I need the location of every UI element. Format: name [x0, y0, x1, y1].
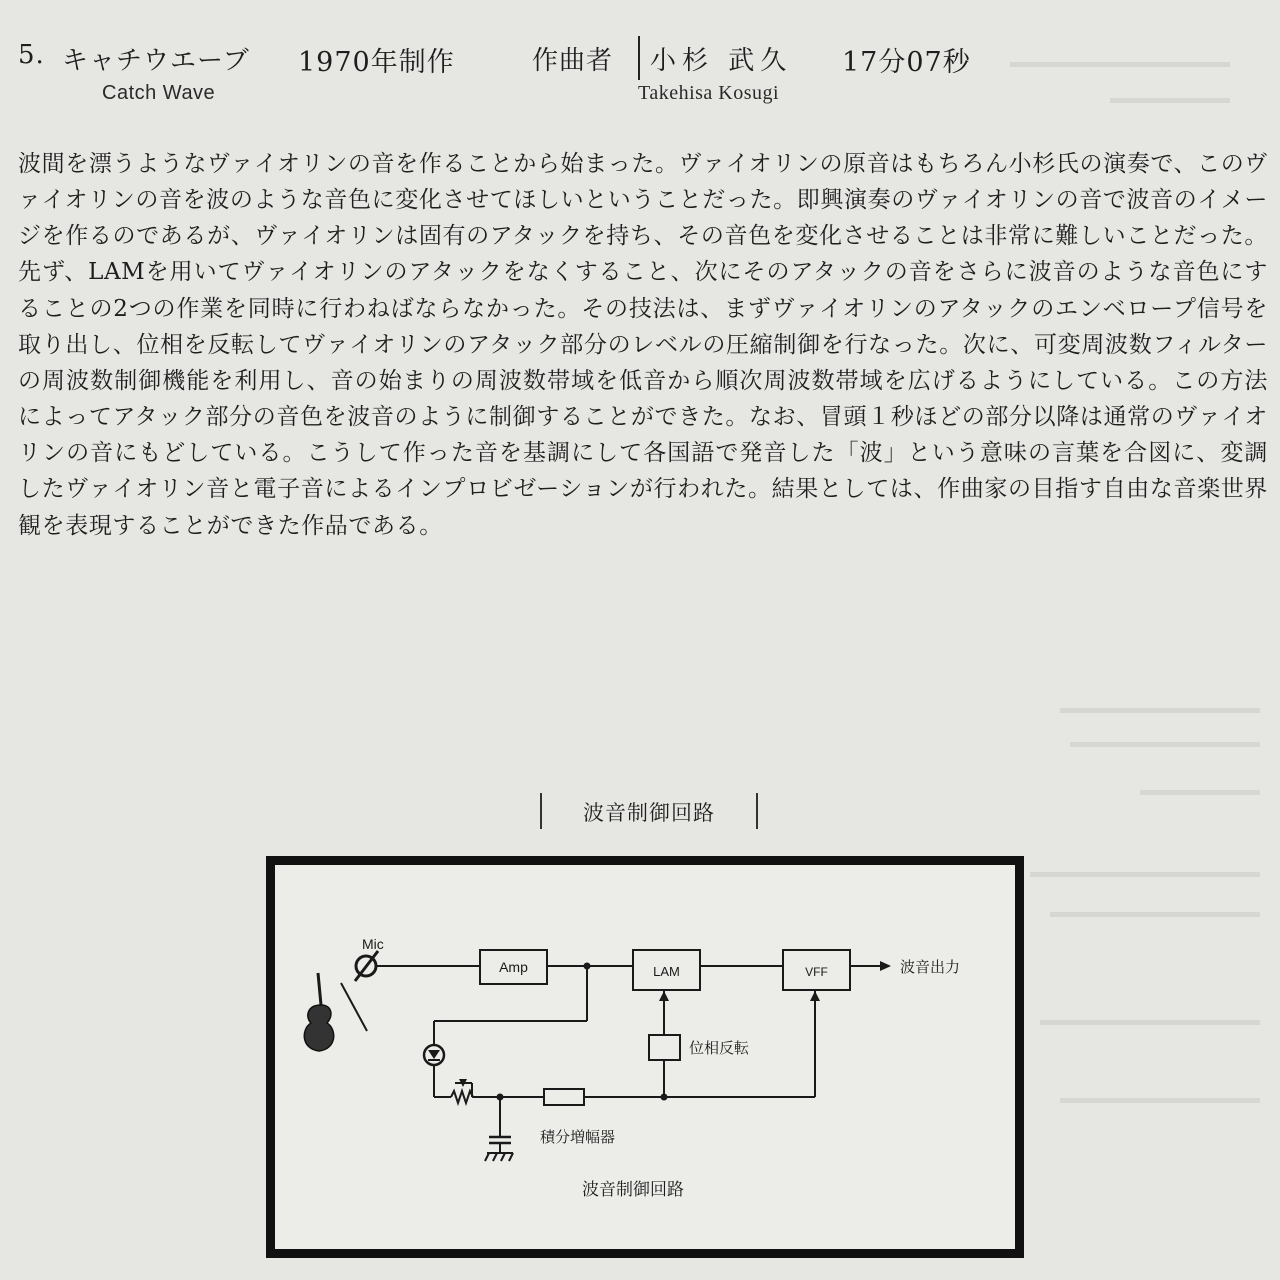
bleed-through-mark [1060, 1098, 1260, 1103]
diode-icon [424, 1045, 444, 1065]
integrator-label: 積分増幅器 [540, 1129, 616, 1146]
junction-dot [497, 1094, 504, 1101]
bleed-through-mark [1110, 98, 1230, 103]
phase-inverter-label: 位相反転 [689, 1040, 750, 1057]
lam-label: LAM [653, 964, 680, 979]
bleed-through-mark [1050, 912, 1260, 917]
caption-bar-right [756, 793, 758, 829]
bleed-through-mark [1030, 872, 1260, 877]
integrator-block [544, 1089, 584, 1105]
composer-name-jp: 小杉 武久 [650, 46, 793, 76]
potentiometer-icon [451, 1079, 475, 1103]
track-header [18, 40, 1260, 80]
arrow-to-vff [810, 991, 820, 1001]
track-title-jp: キャチウエーブ [62, 46, 250, 76]
diagram-bottom-label: 波音制御回路 [582, 1180, 684, 1199]
vff-label: VFF [805, 965, 828, 979]
bleed-through-mark [1040, 1020, 1260, 1025]
circuit-diagram-svg [275, 865, 1015, 1249]
capacitor-icon [489, 1137, 511, 1143]
bleed-through-mark [1060, 708, 1260, 713]
junction-dot [661, 1094, 668, 1101]
track-title-en: Catch Wave [102, 82, 216, 104]
amp-label: Amp [499, 959, 528, 975]
violin-icon [304, 973, 367, 1051]
phase-inverter-block [649, 1035, 680, 1060]
bleed-through-mark [1070, 742, 1260, 747]
composer-name-en: Takehisa Kosugi [638, 82, 780, 104]
composer-label: 作曲者 [532, 46, 614, 76]
circuit-diagram [266, 856, 1024, 1258]
ground-icon [485, 1153, 513, 1161]
production-year: 1970年制作 [298, 47, 455, 78]
bleed-through-mark [1140, 790, 1260, 795]
junction-dot [584, 963, 591, 970]
track-duration: 17分07秒 [842, 47, 971, 78]
output-label: 波音出力 [900, 959, 961, 976]
output-arrow [880, 961, 891, 971]
description-paragraph: 波間を漂うようなヴァイオリンの音を作ることから始まった。ヴァイオリンの原音はもちろん小杉氏の演奏で、このヴァイオリンの音を波のような音色に変化させてほしいということだった。即興演奏のヴァイオリンの音で波音のイメージを作るのであるが、ヴァイオリンは固有のアタックを持ち、その音色を変化させることは非常に難しいことだった。先ず、LAMを用いてヴァイオリンのアタックをなくすること、次にそのアタックの音をさらに波音のような音色にすることの2つの作業を同時に行わねばならなかった。その技法は、まずヴァイオリンのアタックのエンベロープ信号を取り出し、位相を反転してヴァイオリンのアタック部分のレベルの圧縮制御を行なった。次に、可変周波数フィルターの周波数制御機能を利用し、音の始まりの周波数帯域を低音から順次周波数帯域を広げるようにしている。この方法によってアタック部分の音色を波音のように制御することができた。なお、冒頭１秒ほどの部分以降は通常のヴァイオリンの音にもどしている。こうして作った音を基調にして各国語で発音した「波」という意味の言葉を合図に、変調したヴァイオリン音と電子音によるインプロビゼーションが行われた。結果としては、作曲家の目指す自由な音楽世界観を表現することができた作品である。 [18, 151, 1268, 539]
arrow-to-lam [659, 991, 669, 1001]
track-number: 5. [18, 40, 45, 70]
diagram-caption [540, 793, 758, 829]
microphone-icon [355, 951, 378, 981]
header-divider [638, 36, 640, 80]
mic-label: Mic [362, 936, 384, 952]
diagram-caption-text: 波音制御回路 [583, 801, 715, 825]
